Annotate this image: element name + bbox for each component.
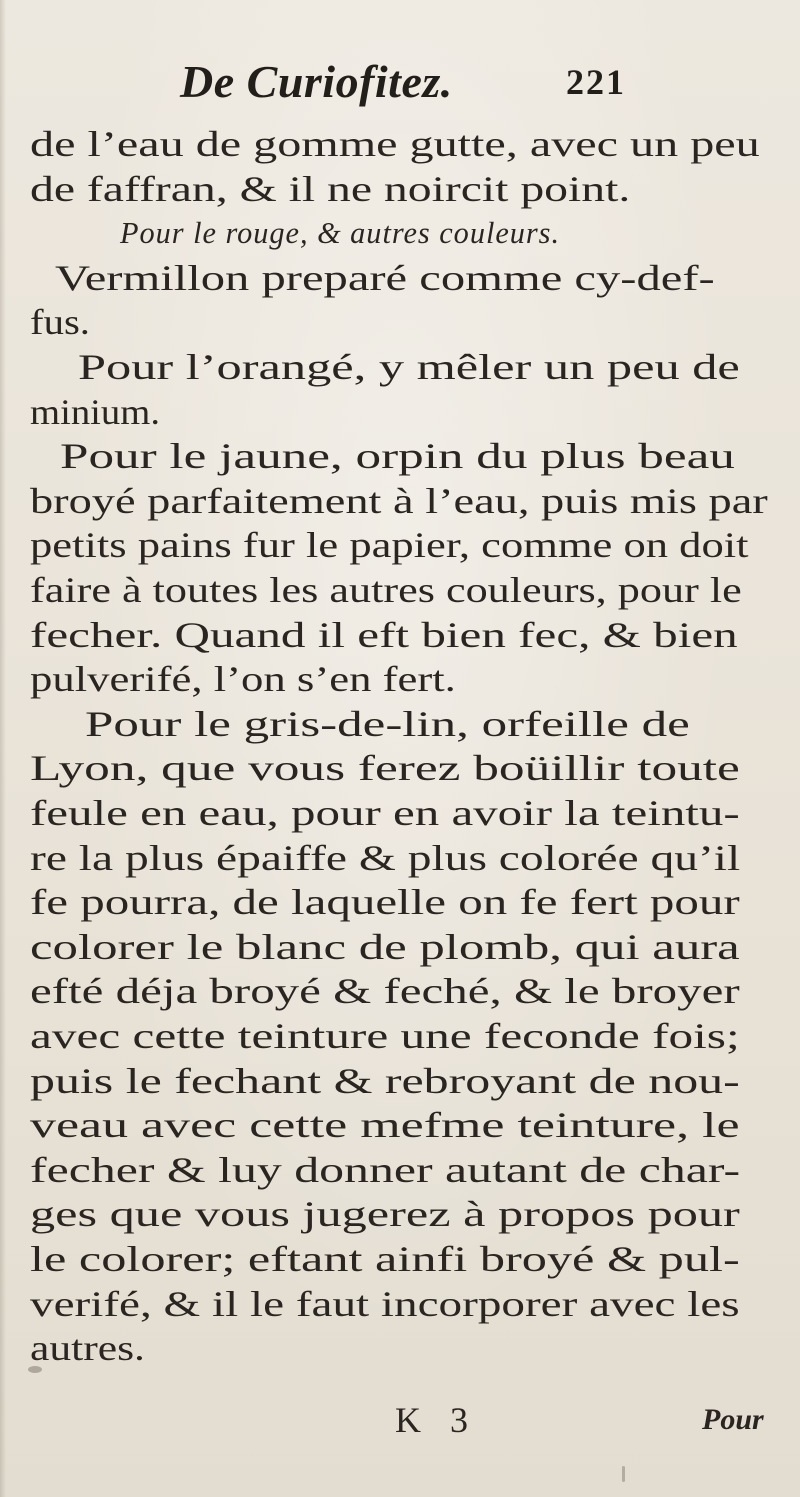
text-line: fus. [30, 302, 90, 343]
text-line: minium. [30, 391, 161, 432]
text-line: feule en eau, pour en avoir la teintu- [30, 793, 740, 833]
text-line: petits pains fur le papier, comme on doit [30, 525, 749, 566]
section-subheading: Pour le rouge, & autres couleurs. [120, 215, 561, 251]
text-line: avec cette teinture une feconde fois; [30, 1016, 740, 1056]
text-line: fe pourra, de laquelle on fe fert pour [30, 882, 740, 923]
page-number: 221 [566, 62, 626, 102]
text-line: de l’eau de gomme gutte, avec un peu [30, 124, 760, 164]
text-line: veau avec cette mefme teinture, le [30, 1105, 740, 1146]
text-line: verifé, & il le faut incorporer avec les [30, 1283, 740, 1324]
text-line: le colorer; eftant ainfi broyé & pul- [30, 1239, 740, 1279]
text-line: de faffran, & il ne noircit point. [30, 168, 631, 209]
text-line: fecher. Quand il eft bien fec, & bien [30, 614, 738, 655]
text-line: puis le fechant & rebroyant de nou- [30, 1060, 740, 1101]
text-line: broyé parfaitement à l’eau, puis mis par [30, 480, 768, 521]
text-line: Lyon, que vous ferez boüillir toute [30, 748, 740, 789]
text-line: Vermillon preparé comme cy-def- [55, 257, 715, 298]
running-head [0, 52, 800, 112]
text-line: re la plus épaiffe & plus colorée qu’il [30, 837, 741, 878]
ink-smudge [28, 1366, 42, 1373]
text-line: ges que vous jugerez à propos pour [30, 1194, 740, 1235]
text-line: Pour le gris-de-lin, orfeille de [85, 703, 690, 744]
catchword: Pour [702, 1403, 764, 1436]
text-line: autres. [30, 1328, 145, 1369]
text-line: efté déja broyé & feché, & le broyer [30, 971, 740, 1012]
page-gutter-shadow [0, 0, 6, 1497]
signature-mark: K 3 [395, 1400, 478, 1440]
text-line: faire à toutes les autres couleurs, pour le [30, 570, 742, 610]
running-title: De Curiofitez. [180, 56, 453, 107]
ink-speck [622, 1466, 625, 1482]
text-line: fecher & luy donner autant de char- [30, 1149, 741, 1190]
text-line: colorer le blanc de plomb, qui aura [30, 926, 740, 967]
text-line: Pour le jaune, orpin du plus beau [60, 436, 735, 477]
text-line: Pour l’orangé, y mêler un peu de [78, 347, 740, 387]
text-line: pulverifé, l’on s’en fert. [30, 659, 456, 700]
